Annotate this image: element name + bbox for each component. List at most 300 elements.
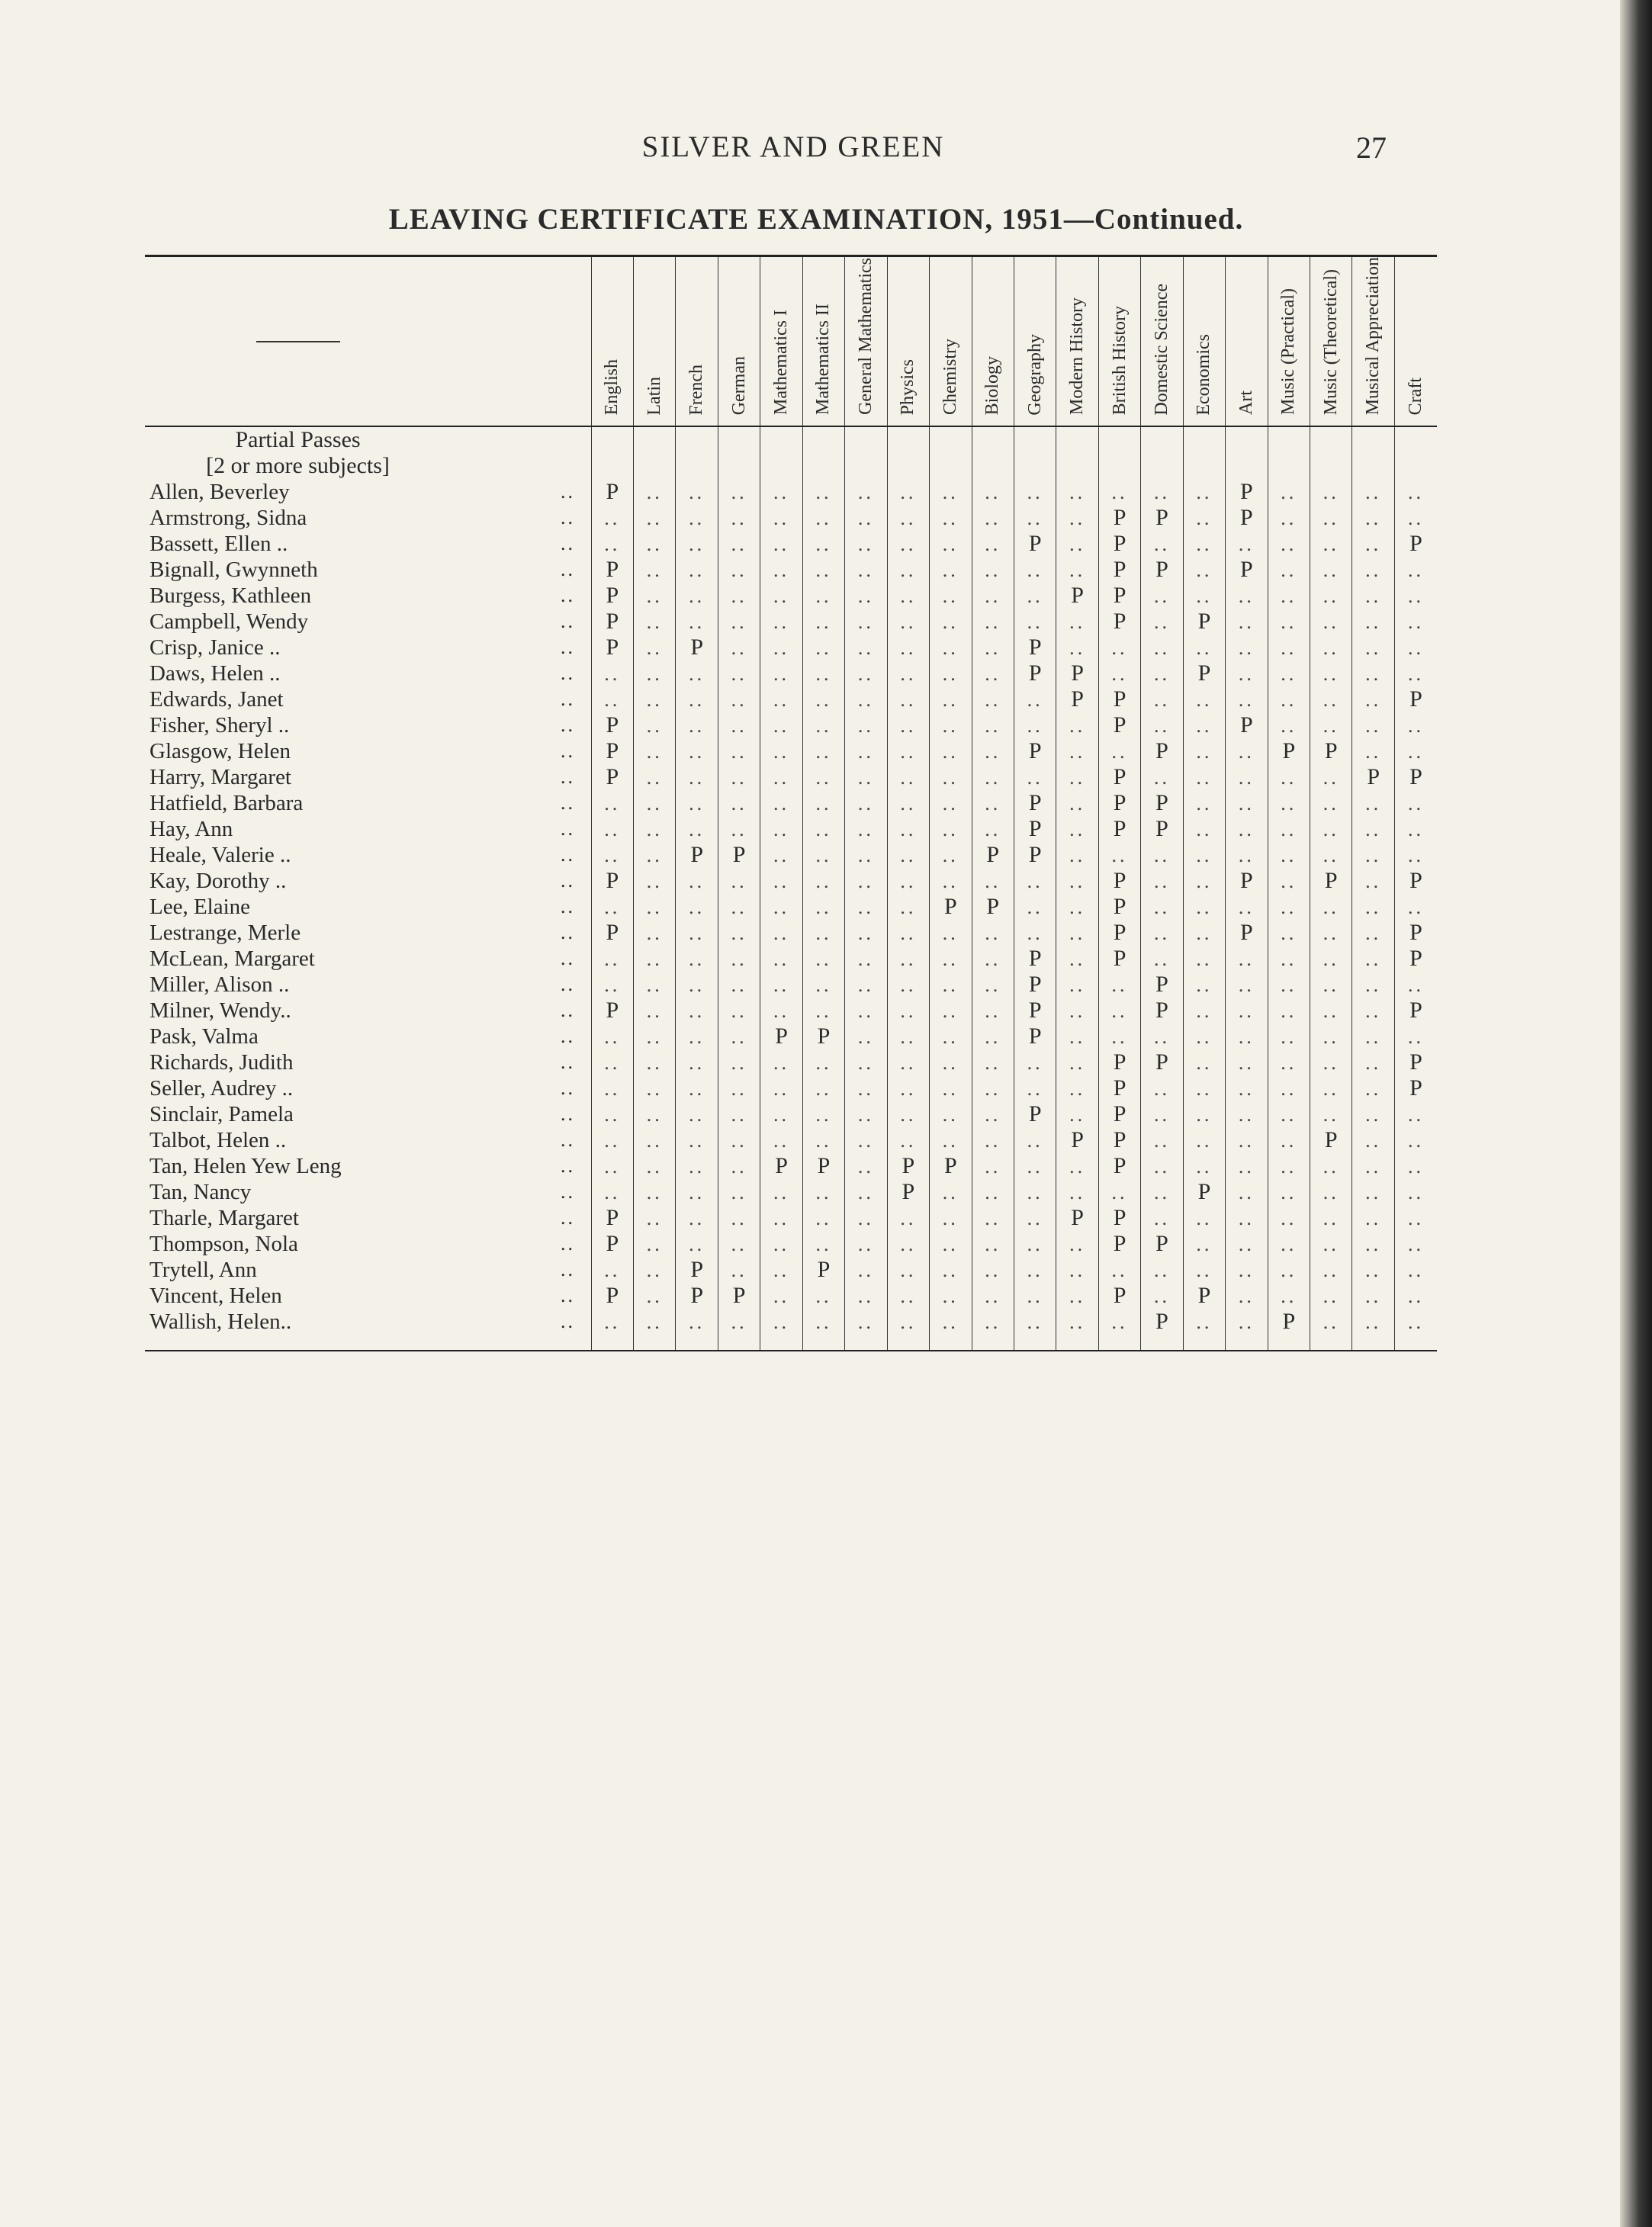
column-header: [760, 256, 802, 427]
subject-cell: [930, 738, 972, 764]
subject-cell: [1141, 505, 1183, 531]
subject-cell: [676, 660, 718, 686]
subject-cell: [634, 972, 676, 998]
table-cell: [1310, 1335, 1352, 1351]
empty-mark: ..: [1365, 973, 1382, 996]
empty-mark: ..: [1365, 792, 1382, 815]
subject-cell: [718, 790, 760, 816]
column-header-label: German: [728, 355, 749, 416]
empty-mark: ..: [1069, 532, 1086, 555]
leader-dots: ..: [561, 947, 576, 970]
column-header-label: English: [602, 358, 622, 416]
empty-mark: ..: [1069, 1051, 1086, 1074]
subject-cell: [634, 1075, 676, 1101]
subject-cell: [718, 1231, 760, 1257]
empty-mark: ..: [900, 532, 917, 555]
subject-cell: [676, 894, 718, 920]
subject-cell: [676, 1101, 718, 1127]
subject-cell: [1056, 479, 1098, 505]
empty-mark: ..: [1196, 1077, 1213, 1100]
subject-cell: [802, 1127, 844, 1153]
empty-mark: ..: [1365, 818, 1382, 840]
subject-cell: [634, 946, 676, 972]
subject-cell: [845, 635, 887, 660]
table-row: [145, 609, 1437, 635]
empty-mark: ..: [646, 818, 663, 840]
pass-mark: P: [1409, 764, 1422, 790]
pass-mark: P: [1155, 738, 1168, 764]
subject-cell: [1352, 660, 1394, 686]
subject-cell: [887, 972, 929, 998]
subject-cell: [887, 868, 929, 894]
subject-cell: [845, 868, 887, 894]
subject-cell: [930, 1075, 972, 1101]
pass-mark: P: [1113, 868, 1127, 894]
subject-cell: [1056, 920, 1098, 946]
table-cell: [802, 1335, 844, 1351]
pass-mark: P: [1155, 1049, 1168, 1075]
subject-cell: [845, 1205, 887, 1231]
empty-mark: ..: [1365, 1258, 1382, 1281]
empty-mark: ..: [646, 1207, 663, 1229]
subject-cell: [1014, 1205, 1056, 1231]
empty-mark: ..: [689, 480, 705, 503]
subject-cell: [930, 609, 972, 635]
pass-mark: P: [1113, 531, 1127, 557]
pass-mark: P: [1324, 738, 1338, 764]
empty-mark: ..: [731, 1258, 747, 1281]
subject-cell: [1268, 1231, 1310, 1257]
pass-mark: P: [1282, 1309, 1296, 1335]
subject-cell: [1268, 946, 1310, 972]
subject-cell: [887, 790, 929, 816]
subject-cell: [1352, 868, 1394, 894]
subject-cell: [760, 1049, 802, 1075]
empty-mark: ..: [1238, 688, 1255, 711]
empty-mark: ..: [1111, 740, 1128, 763]
table-row: [145, 946, 1437, 972]
empty-mark: ..: [900, 869, 917, 892]
subject-cell: [1098, 1127, 1140, 1153]
empty-mark: ..: [1153, 1103, 1170, 1126]
empty-mark: ..: [942, 1077, 959, 1100]
empty-mark: ..: [604, 532, 621, 555]
student-name: Tan, Nancy: [149, 1179, 252, 1204]
subject-cell: [1226, 712, 1268, 738]
empty-mark: ..: [1407, 1155, 1424, 1178]
empty-mark: ..: [646, 766, 663, 789]
leader-dots: ..: [561, 532, 576, 555]
subject-cell: [718, 660, 760, 686]
empty-mark: ..: [689, 506, 705, 529]
empty-mark: ..: [815, 921, 832, 944]
table-row: [145, 868, 1437, 894]
column-header-label: Music (Theoretical): [1320, 269, 1341, 416]
column-header: [676, 256, 718, 427]
empty-mark: ..: [1365, 1310, 1382, 1333]
subject-cell: [1141, 1049, 1183, 1075]
empty-mark: ..: [1069, 1103, 1086, 1126]
subject-cell: [1141, 1179, 1183, 1205]
subject-cell: [634, 686, 676, 712]
empty-mark: ..: [731, 1181, 747, 1203]
subject-cell: [1014, 583, 1056, 609]
empty-mark: ..: [1281, 947, 1297, 970]
subject-cell: [634, 1205, 676, 1231]
subject-cell: [845, 946, 887, 972]
subject-cell: [1183, 868, 1225, 894]
pass-mark: P: [606, 920, 619, 946]
empty-mark: ..: [900, 999, 917, 1022]
subject-cell: [1014, 635, 1056, 660]
pass-mark: P: [1197, 1179, 1211, 1205]
empty-mark: ..: [1323, 818, 1339, 840]
subject-cell: [760, 1024, 802, 1049]
table-row: [145, 738, 1437, 764]
subject-cell: [887, 894, 929, 920]
subject-cell: [845, 479, 887, 505]
empty-mark: ..: [604, 1155, 621, 1178]
subject-cell: [676, 1283, 718, 1309]
empty-mark: ..: [1365, 1232, 1382, 1255]
subject-cell: [1098, 764, 1140, 790]
subject-cell: [760, 660, 802, 686]
subject-cell: [1014, 946, 1056, 972]
pass-mark: P: [1071, 1205, 1084, 1231]
subject-cell: [1183, 1257, 1225, 1283]
empty-mark: ..: [731, 1051, 747, 1074]
empty-mark: ..: [900, 506, 917, 529]
empty-mark: ..: [1407, 1258, 1424, 1281]
empty-mark: ..: [1069, 1181, 1086, 1203]
empty-mark: ..: [646, 714, 663, 737]
subject-cell: [760, 712, 802, 738]
subject-cell: [1183, 660, 1225, 686]
subject-cell: [930, 842, 972, 868]
subject-cell: [1310, 998, 1352, 1024]
empty-mark: ..: [1153, 869, 1170, 892]
empty-mark: ..: [689, 1129, 705, 1152]
empty-mark: ..: [1407, 636, 1424, 659]
student-name: Vincent, Helen: [149, 1283, 282, 1308]
empty-mark: ..: [900, 792, 917, 815]
subject-cell: [676, 1257, 718, 1283]
table-row: [145, 1231, 1437, 1257]
empty-mark: ..: [731, 1103, 747, 1126]
subject-cell: [1014, 920, 1056, 946]
empty-mark: ..: [1196, 584, 1213, 607]
empty-mark: ..: [604, 506, 621, 529]
subject-cell: [1056, 660, 1098, 686]
subject-cell: [1056, 583, 1098, 609]
subject-cell: [1183, 557, 1225, 583]
subject-cell: [972, 686, 1014, 712]
empty-mark: ..: [689, 1103, 705, 1126]
table-row: [145, 1309, 1437, 1335]
pass-mark: P: [1155, 1309, 1168, 1335]
table-body: [145, 426, 1437, 1351]
empty-mark: ..: [773, 999, 790, 1022]
subject-cell: [1014, 972, 1056, 998]
pass-mark: P: [1324, 1127, 1338, 1153]
empty-mark: ..: [1238, 1051, 1255, 1074]
subject-cell: [1098, 505, 1140, 531]
subject-cell: [1394, 842, 1437, 868]
empty-mark: ..: [1281, 766, 1297, 789]
empty-mark: ..: [815, 1129, 832, 1152]
pass-mark: P: [606, 479, 619, 505]
subject-cell: [1226, 557, 1268, 583]
empty-mark: ..: [1281, 610, 1297, 633]
subject-cell: [1352, 635, 1394, 660]
subject-cell: [1141, 583, 1183, 609]
empty-mark: ..: [857, 1258, 874, 1281]
table-cell: [887, 1335, 929, 1351]
column-header: [802, 256, 844, 427]
pass-mark: P: [1409, 531, 1422, 557]
subject-cell: [1394, 479, 1437, 505]
subject-cell: [1014, 998, 1056, 1024]
subject-cell: [1056, 790, 1098, 816]
subject-cell: [1226, 1205, 1268, 1231]
table-cell: [845, 453, 887, 479]
table-row: [145, 479, 1437, 505]
subject-cell: [1014, 686, 1056, 712]
subject-cell: [1183, 686, 1225, 712]
empty-mark: ..: [857, 532, 874, 555]
subject-cell: [1183, 1075, 1225, 1101]
subject-cell: [718, 1049, 760, 1075]
table-cell: [1268, 1335, 1310, 1351]
empty-mark: ..: [689, 1232, 705, 1255]
subject-cell: [1014, 712, 1056, 738]
table-row: [145, 1153, 1437, 1179]
subject-cell: [930, 920, 972, 946]
empty-mark: ..: [1407, 1025, 1424, 1048]
table-row: [145, 842, 1437, 868]
subject-cell: [930, 1257, 972, 1283]
subject-cell: [1014, 1127, 1056, 1153]
subject-cell: [1394, 1075, 1437, 1101]
empty-mark: ..: [1153, 921, 1170, 944]
empty-mark: ..: [731, 480, 747, 503]
empty-mark: ..: [857, 740, 874, 763]
table-cell: [930, 426, 972, 453]
table-header-row: [145, 256, 1437, 427]
subject-cell: [1183, 505, 1225, 531]
leader-dots: ..: [561, 1103, 576, 1126]
subject-cell: [930, 998, 972, 1024]
subject-cell: [1056, 557, 1098, 583]
subject-cell: [1098, 712, 1140, 738]
empty-mark: ..: [1196, 921, 1213, 944]
empty-mark: ..: [1323, 895, 1339, 918]
empty-mark: ..: [985, 480, 1001, 503]
page-heading: [313, 202, 1319, 236]
subject-cell: [887, 712, 929, 738]
subject-cell: [1098, 868, 1140, 894]
empty-mark: ..: [646, 1258, 663, 1281]
empty-mark: ..: [1323, 1232, 1339, 1255]
empty-mark: ..: [1323, 973, 1339, 996]
leader-dots: ..: [561, 1181, 576, 1203]
empty-mark: ..: [1196, 1232, 1213, 1255]
empty-mark: ..: [731, 740, 747, 763]
subject-cell: [1394, 738, 1437, 764]
empty-mark: ..: [857, 662, 874, 685]
empty-mark: ..: [731, 610, 747, 633]
subject-cell: [887, 1205, 929, 1231]
empty-mark: ..: [815, 1103, 832, 1126]
leader-dots: ..: [561, 1258, 576, 1281]
subject-cell: [930, 557, 972, 583]
subject-cell: [1394, 1153, 1437, 1179]
subject-cell: [1098, 894, 1140, 920]
subject-cell: [718, 712, 760, 738]
subject-cell: [1268, 790, 1310, 816]
subject-cell: [1394, 1049, 1437, 1075]
subject-cell: [1226, 505, 1268, 531]
empty-mark: ..: [900, 584, 917, 607]
subject-cell: [802, 1101, 844, 1127]
subject-cell: [1268, 1205, 1310, 1231]
empty-mark: ..: [1281, 1051, 1297, 1074]
pass-mark: P: [1028, 660, 1042, 686]
empty-mark: ..: [646, 558, 663, 581]
subject-cell: [930, 505, 972, 531]
subject-cell: [1141, 1231, 1183, 1257]
subject-cell: [1352, 998, 1394, 1024]
table-cell: [972, 453, 1014, 479]
pass-mark: P: [690, 1257, 703, 1283]
empty-mark: ..: [815, 740, 832, 763]
empty-mark: ..: [1238, 895, 1255, 918]
pass-mark: P: [1028, 1024, 1042, 1049]
subject-cell: [845, 531, 887, 557]
column-header: [1352, 256, 1394, 427]
heading-main: LEAVING CERTIFICATE EXAMINATION, 1951: [388, 203, 1064, 236]
subject-cell: [930, 1153, 972, 1179]
student-name: Tan, Helen Yew Leng: [149, 1153, 342, 1178]
pass-mark: P: [1113, 816, 1127, 842]
subject-cell: [1014, 1153, 1056, 1179]
empty-mark: ..: [857, 1025, 874, 1048]
empty-mark: ..: [689, 818, 705, 840]
table-cell: [591, 1335, 633, 1351]
pass-mark: P: [606, 712, 619, 738]
subject-cell: [1226, 660, 1268, 686]
subject-cell: [760, 842, 802, 868]
subject-cell: [1098, 972, 1140, 998]
subject-cell: [718, 505, 760, 531]
subject-cell: [930, 686, 972, 712]
empty-mark: ..: [731, 636, 747, 659]
subject-cell: [887, 505, 929, 531]
table-cell: [930, 453, 972, 479]
empty-mark: ..: [942, 610, 959, 633]
subject-cell: [1268, 505, 1310, 531]
pass-mark: P: [732, 1283, 746, 1309]
subject-cell: [1268, 1127, 1310, 1153]
empty-mark: ..: [1281, 1155, 1297, 1178]
pass-mark: P: [1240, 868, 1253, 894]
subject-cell: [972, 1049, 1014, 1075]
empty-mark: ..: [646, 506, 663, 529]
subject-cell: [1394, 609, 1437, 635]
empty-mark: ..: [857, 714, 874, 737]
empty-mark: ..: [646, 792, 663, 815]
subject-cell: [760, 894, 802, 920]
table-cell: [718, 426, 760, 453]
empty-mark: ..: [857, 480, 874, 503]
empty-mark: ..: [985, 558, 1001, 581]
subject-cell: [1352, 479, 1394, 505]
subject-cell: [1268, 635, 1310, 660]
subject-cell: [591, 1179, 633, 1205]
empty-mark: ..: [857, 947, 874, 970]
empty-mark: ..: [1111, 1310, 1128, 1333]
empty-mark: ..: [1407, 1207, 1424, 1229]
subject-cell: [1394, 972, 1437, 998]
subject-cell: [1394, 1101, 1437, 1127]
subject-cell: [802, 1153, 844, 1179]
subject-cell: [1014, 1075, 1056, 1101]
empty-mark: ..: [942, 1258, 959, 1281]
empty-mark: ..: [857, 973, 874, 996]
subject-cell: [930, 660, 972, 686]
empty-mark: ..: [604, 1129, 621, 1152]
subject-cell: [634, 1309, 676, 1335]
empty-mark: ..: [1365, 947, 1382, 970]
pass-mark: P: [1197, 609, 1211, 635]
student-name: Hay, Ann: [149, 816, 233, 841]
subject-cell: [760, 946, 802, 972]
subject-cell: [845, 764, 887, 790]
subject-cell: [1310, 712, 1352, 738]
empty-mark: ..: [1027, 766, 1043, 789]
subject-cell: [930, 946, 972, 972]
subject-cell: [676, 790, 718, 816]
subject-cell: [1226, 868, 1268, 894]
empty-mark: ..: [1323, 1181, 1339, 1203]
empty-mark: ..: [1323, 532, 1339, 555]
empty-mark: ..: [689, 1077, 705, 1100]
empty-mark: ..: [1196, 688, 1213, 711]
empty-mark: ..: [1153, 688, 1170, 711]
section-heading: [2 or more subjects]: [206, 453, 390, 479]
subject-cell: [718, 583, 760, 609]
empty-mark: ..: [1323, 636, 1339, 659]
empty-mark: ..: [985, 818, 1001, 840]
subject-cell: [1014, 790, 1056, 816]
empty-mark: ..: [985, 1232, 1001, 1255]
empty-mark: ..: [1027, 1155, 1043, 1178]
empty-mark: ..: [646, 869, 663, 892]
leader-dots: ..: [561, 1129, 576, 1152]
empty-mark: ..: [773, 895, 790, 918]
empty-mark: ..: [1069, 740, 1086, 763]
subject-cell: [845, 1024, 887, 1049]
subject-cell: [1056, 868, 1098, 894]
subject-cell: [1310, 816, 1352, 842]
pass-mark: P: [1071, 660, 1084, 686]
empty-mark: ..: [1196, 506, 1213, 529]
student-name: Lee, Elaine: [149, 894, 251, 919]
student-name: Allen, Beverley: [149, 479, 290, 504]
empty-mark: ..: [1323, 792, 1339, 815]
subject-cell: [591, 1257, 633, 1283]
table-row: [145, 557, 1437, 583]
